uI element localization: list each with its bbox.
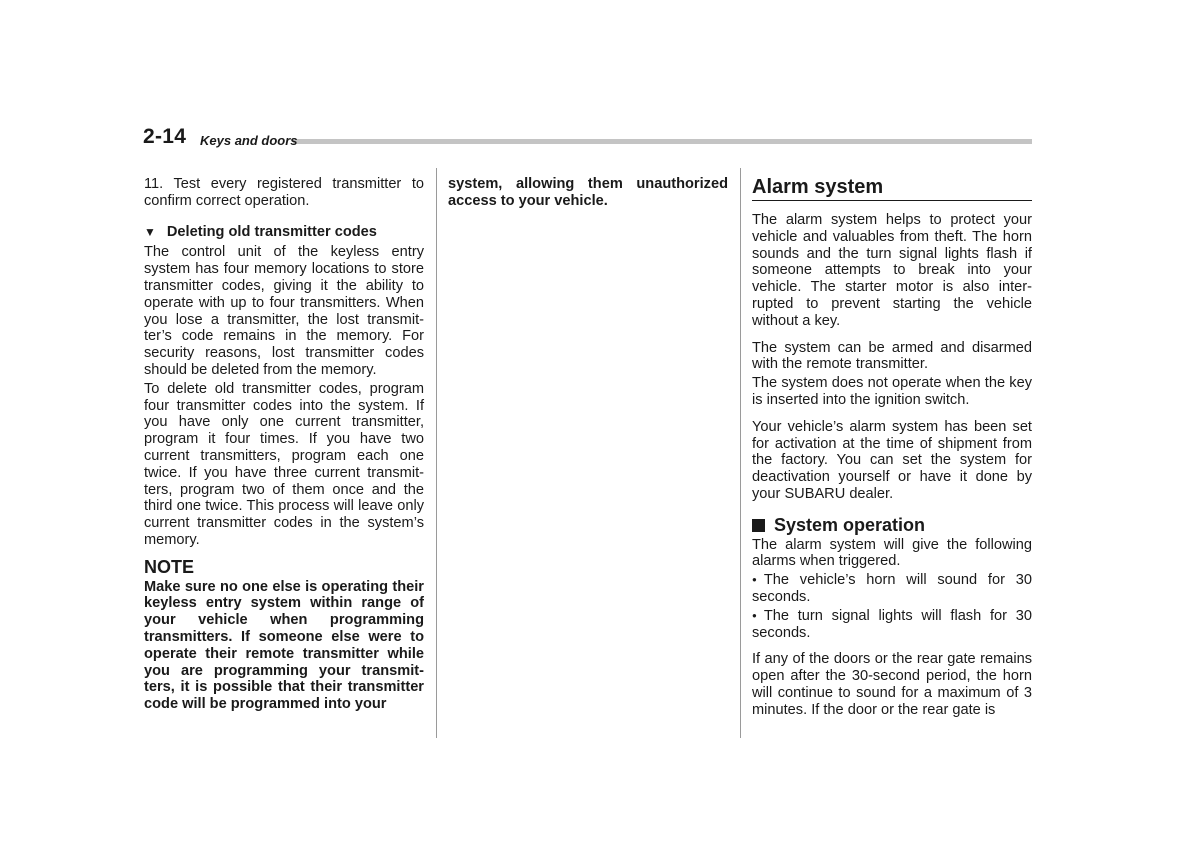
note-title: NOTE bbox=[144, 556, 195, 577]
subheading bbox=[144, 224, 424, 241]
column-divider bbox=[740, 168, 741, 738]
paragraph: The system does not operate when the key is inserted into the ignition switch. bbox=[752, 375, 1032, 408]
step-11: 11. Test every registered transmitter to confirm correct operation. bbox=[144, 176, 424, 209]
paragraph: The system can be armed and disarmed with the remote transmitter. bbox=[752, 339, 1032, 373]
column-right bbox=[752, 176, 1032, 719]
square-bullet-icon bbox=[752, 519, 765, 532]
header-rule bbox=[293, 139, 1032, 144]
column-left bbox=[144, 176, 424, 713]
list-item bbox=[752, 608, 1032, 642]
subsection-title bbox=[752, 514, 1032, 535]
note-text: Make sure no one else is operating their keyless entry system within range of your vehicle when programming transmitters. If someone else were to operate their remote transmitter while you are programming your transmit-ters, it is possible that their transmitter code will be programmed into your bbox=[144, 578, 424, 713]
section-title: Alarm system bbox=[752, 176, 1032, 201]
subsection-title-text: System operation bbox=[774, 514, 926, 535]
paragraph: Your vehicle’s alarm system has been set for activation at the time of shipment from the factory. You can set the system for deactivation yourself or have it done by your SUBARU dealer. bbox=[752, 418, 1032, 502]
note-text-continued: system, allowing them unauthorized access to your vehicle. bbox=[448, 176, 728, 209]
list-item bbox=[752, 572, 1032, 606]
paragraph: The control unit of the keyless entry system has four memory locations to store transmitter codes, giving it the ability to operate with up to four transmitters. When you lose a transmitter, the lost transmit-ter’s code remains in the memory. For security reasons, lost transmitter codes should be deleted from the memory. bbox=[144, 244, 424, 378]
page-number: 2-14 bbox=[143, 125, 187, 148]
paragraph: The alarm system helps to protect your vehicle and valuables from theft. The horn sounds and the turn signal lights flash if someone attempts to break into your vehicle. The starter motor is also inter-rupted to prevent starting the vehicle without a key. bbox=[752, 212, 1032, 329]
bullet-dot-icon: ● bbox=[752, 610, 757, 620]
page-header bbox=[143, 125, 1032, 149]
column-divider bbox=[436, 168, 437, 738]
triangle-down-icon: ▼ bbox=[144, 224, 156, 239]
paragraph: To delete old transmitter codes, program four transmitter codes into the system. If you have only one current transmitter, program it four times. If you have two current transmitters, program each one twice. If you have three current transmit-ters, program two of them once and the third one twice. This process will leave only current transmitter codes in the system’s memory. bbox=[144, 380, 424, 548]
paragraph: The alarm system will give the following alarms when triggered. bbox=[752, 536, 1032, 570]
subheading-text: Deleting old transmitter codes bbox=[166, 223, 377, 240]
list-item-text: The turn signal lights will flash for 30 seconds. bbox=[752, 607, 1032, 641]
list-item-text: The vehicle’s horn will sound for 30 seconds. bbox=[752, 572, 1032, 605]
bullet-dot-icon: ● bbox=[752, 575, 757, 585]
section-name: Keys and doors bbox=[200, 133, 298, 148]
paragraph: If any of the doors or the rear gate remains open after the 30-second period, the horn will continue to sound for a maximum of 3 minutes. If the door or the rear gate is bbox=[752, 651, 1032, 718]
column-middle bbox=[448, 176, 728, 210]
